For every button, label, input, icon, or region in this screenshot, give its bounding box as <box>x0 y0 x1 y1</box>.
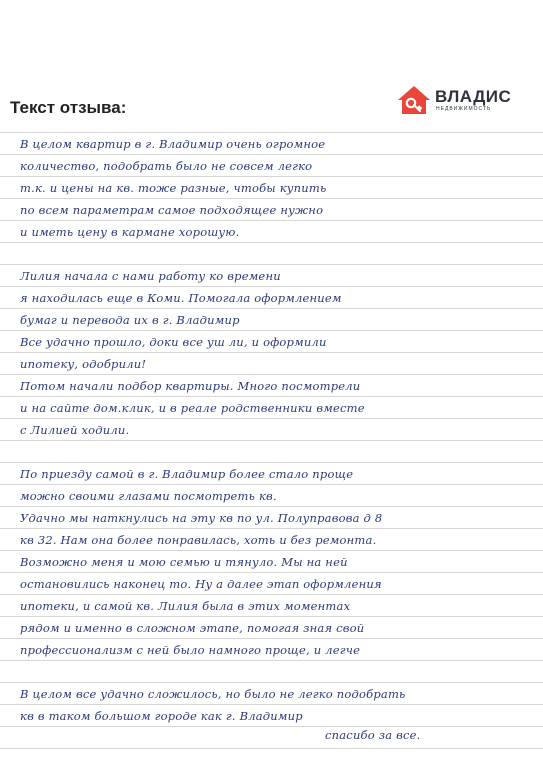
handwritten-line: В целом квартир в г. Владимир очень огромное <box>20 137 326 151</box>
handwritten-line: профессионализм с ней было намного проще, и легче <box>20 643 361 657</box>
handwritten-line: с Лилией ходили. <box>20 423 130 437</box>
handwritten-line: ипотеки, и самой кв. Лилия была в этих моментах <box>20 599 351 613</box>
handwritten-line: количество, подобрать было не совсем легко <box>20 159 313 173</box>
handwritten-line: кв 32. Нам она более понравилась, хоть и без ремонта. <box>20 533 377 547</box>
handwritten-line: по всем параметрам самое подходящее нужно <box>20 203 324 217</box>
handwritten-line: Удачно мы наткнулись на эту кв по ул. Полуправова д 8 <box>20 511 383 525</box>
handwritten-line: и на сайте дом.клик, и в реале родственники вместе <box>20 401 365 415</box>
house-icon <box>397 85 431 115</box>
handwritten-line: остановились наконец то. Ну а далее этап оформления <box>20 577 382 591</box>
handwritten-line: По приезду самой в г. Владимир более стало проще <box>20 467 354 481</box>
logo-subtitle-text: НЕДВИЖИМОСТЬ <box>436 106 492 112</box>
handwritten-line: кв в таком большом городе как г. Владимир <box>20 709 303 723</box>
handwritten-line: спасибо за все. <box>325 728 421 742</box>
handwritten-line: Потом начали подбор квартиры. Много посмотрели <box>20 379 361 393</box>
handwritten-line: рядом и именно в сложном этапе, помогая зная свой <box>20 621 365 635</box>
handwritten-line: бумаг и перевода их в г. Владимир <box>20 313 240 327</box>
page-title: Текст отзыва: <box>10 98 127 117</box>
handwritten-line: можно своими глазами посмотреть кв. <box>20 489 277 503</box>
handwritten-line: В целом все удачно сложилось, но было не легко подобрать <box>20 687 406 701</box>
handwritten-line: т.к. и цены на кв. тоже разные, чтобы купить <box>20 181 327 195</box>
handwritten-line: и иметь цену в кармане хорошую. <box>20 225 240 239</box>
handwritten-line: ипотеку, одобрили! <box>20 357 147 371</box>
handwritten-line: Все удачно прошло, доки все уш ли, и оформили <box>20 335 327 349</box>
handwritten-line: Лилия начала с нами работу ко времени <box>20 269 281 283</box>
review-sheet <box>0 128 543 768</box>
handwritten-line: Возможно меня и мою семью и тянуло. Мы на ней <box>20 555 348 569</box>
logo-brand-text: ВЛАДИС <box>435 87 512 106</box>
company-logo <box>397 85 527 117</box>
handwritten-line: я находилась еще в Коми. Помогала оформлением <box>20 291 342 305</box>
